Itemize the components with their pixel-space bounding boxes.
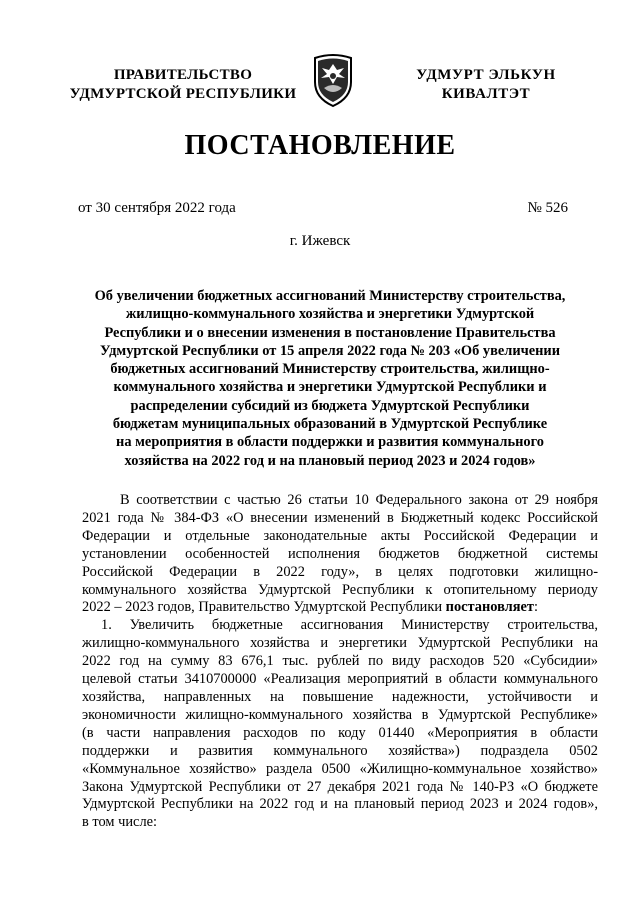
heading-line: коммунального хозяйства и энергетики Удмуртской Республики и: [113, 379, 547, 396]
body-line: 1. Увеличить бюджетные ассигнования Министерству строительства,: [101, 617, 598, 634]
body-line: хозяйства, направленных на повышение надежности, устойчивости и: [82, 688, 598, 705]
document-city: г. Ижевск: [289, 233, 351, 249]
body-line-text: 2022 – 2023 годов, Правительство Удмуртской Республики: [82, 599, 443, 616]
issuer-udmurt: [398, 66, 574, 104]
issuer-udmurt-line-2: КИВАЛТЭТ: [441, 86, 531, 102]
body-line: Федерации и отдельные законодательные акты Российской Федерации и: [82, 527, 598, 544]
body-line: «Коммунальное хозяйство» раздела 0500 «Жилищно-коммунальное хозяйство»: [82, 760, 598, 777]
issuer-russian-line-1: ПРАВИТЕЛЬСТВО: [113, 67, 253, 83]
heading-line: Об увеличении бюджетных ассигнований Министерству строительства,: [94, 288, 566, 304]
body-line: жилищно-коммунального хозяйства и энергетики Удмуртской Республики на: [82, 635, 598, 652]
document-number: № 526: [527, 200, 568, 216]
body-line: (в части направления расходов по коду 01440 «Мероприятия в области: [82, 724, 598, 741]
body-line: Закона Удмуртской Республики от 27 декабря 2021 года № 140-РЗ «О бюджете: [82, 778, 598, 795]
issuer-russian-line-2: УДМУРТСКОЙ РЕСПУБЛИКИ: [69, 86, 297, 102]
body-line: поддержки и развития коммунального хозяйства») подраздела 0502: [82, 742, 598, 759]
body-line: [82, 599, 598, 617]
body-line: установлении особенностей исполнения бюджетов бюджетной системы: [82, 545, 598, 562]
body-line: Удмуртской Республики на 2022 год и на плановый период 2023 и 2024 годов»,: [82, 796, 598, 813]
heading-line: бюджетам муниципальных образований в Удмуртской Республике: [112, 416, 548, 433]
heading-line: Республики и о внесении изменения в постановление Правительства: [104, 324, 556, 341]
resolves-colon: :: [534, 599, 538, 616]
document-date: от 30 сентября 2022 года: [78, 200, 236, 216]
body-line: в том числе:: [82, 814, 158, 831]
body-line: Российской Федерации в 2022 году», в целях подготовки жилищно-: [82, 563, 598, 580]
body-line: 2022 год на сумму 83 676,1 тыс. рублей по виду расходов 520 «Субсидии»: [82, 653, 598, 670]
body-line: 2021 года № 384-ФЗ «О внесении изменений в Бюджетный кодекс Российской: [82, 509, 598, 526]
issuer-udmurt-line-1: УДМУРТ ЭЛЬКУН: [416, 67, 556, 83]
document-heading: [80, 287, 580, 470]
body-line: экономичности жилищно-коммунального хозяйства в Удмуртской Республике»: [82, 706, 598, 723]
coat-of-arms-icon: [311, 52, 355, 108]
body-line: целевой статьи 3410700000 «Реализация мероприятий в области коммунального: [82, 671, 598, 688]
heading-line: Удмуртской Республики от 15 апреля 2022 года № 203 «Об увеличении: [99, 342, 561, 359]
document-body: [82, 492, 598, 832]
resolves-word: постановляет: [445, 599, 534, 616]
heading-line: хозяйства на 2022 год и на плановый период 2023 и 2024 годов»: [124, 452, 536, 469]
body-line: В соответствии с частью 26 статьи 10 Федерального закона от 29 ноября: [120, 492, 598, 508]
issuer-russian: [56, 66, 310, 104]
heading-line: бюджетных ассигнований Министерству строительства, жилищно-: [110, 361, 550, 378]
body-line: коммунального хозяйства Удмуртской Республики к отопительному периоду: [82, 581, 598, 598]
heading-line: жилищно-коммунального хозяйства и энергетики Удмуртской: [125, 306, 535, 323]
heading-line: распределении субсидий из бюджета Удмуртской Республики: [130, 397, 530, 414]
document-title: ПОСТАНОВЛЕНИЕ: [184, 130, 456, 161]
heading-line: на мероприятия в области поддержки и развития коммунального: [116, 434, 544, 451]
